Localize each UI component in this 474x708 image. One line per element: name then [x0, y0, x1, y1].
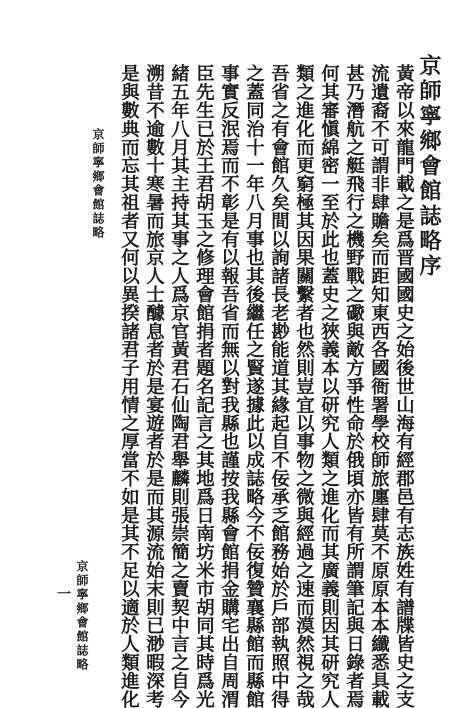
text-column: 吾省之有會館久矣間以詢諸長老尠能道其緣起自不佞承乏館務始於戶部執照中得: [268, 64, 290, 708]
text-column: 事實反泯焉而不彰是有以報吾省而無以對我縣也謹按我縣會館捐金購宅出自周渭: [218, 64, 240, 708]
text-column: 類之進化而更窮極其因果關繫者也然則豈宜以事物之微與經過之速而漠然視之哉: [293, 64, 315, 708]
document-title: 京師寧鄉會館誌略序: [416, 54, 442, 279]
text-column: 甚乃潛航之艇飛行之機野戰之礮與敵方爭性命於俄頃亦皆有所謂筆記與日錄者焉: [343, 64, 365, 708]
page-number: 一: [57, 587, 71, 603]
text-column: 之蓋同治十一年八月事也其後繼任之賢遂據此以成誌略今不佞復贊襄縣館而縣館: [243, 64, 265, 708]
text-column: 緒五年八月其主持其事之人爲京官黃君石仙陶君舉麟則張崇簡之賣契中言之自今: [168, 64, 190, 708]
text-column: 何其審愼綿密一至於此也蓋史之狹義本以研究人類之進化而其廣義則因其研究人: [318, 64, 340, 708]
text-column: 黃帝以來龍門載之是爲晋國國史之始後世山海有經郡邑有志族姓有譜牒皆史之支: [393, 64, 415, 708]
text-column: 溯昔不逾數十寒暑而旅京人士醵息者於是宴遊者於是而其源流始末則已渺暇深考: [143, 64, 165, 708]
text-column: 是與數典而忘其祖者又何以異揆諸君子用情之厚當不如是其不足以適於人類進化: [118, 64, 140, 708]
text-column: 流遺裔不可謂非肆贍矣而距知東西各國衙署學校師旅廛肆莫不原原本本纖悉具載: [368, 64, 390, 708]
text-column: 臣先生已於王君胡玉之修理會館捐者題名記言之其地爲日南坊米市胡同其時爲光: [193, 64, 215, 708]
running-head-top: 京師寧鄉會館誌略: [91, 128, 105, 240]
running-head-bottom: 京師寧鄉會館誌略: [75, 560, 89, 672]
